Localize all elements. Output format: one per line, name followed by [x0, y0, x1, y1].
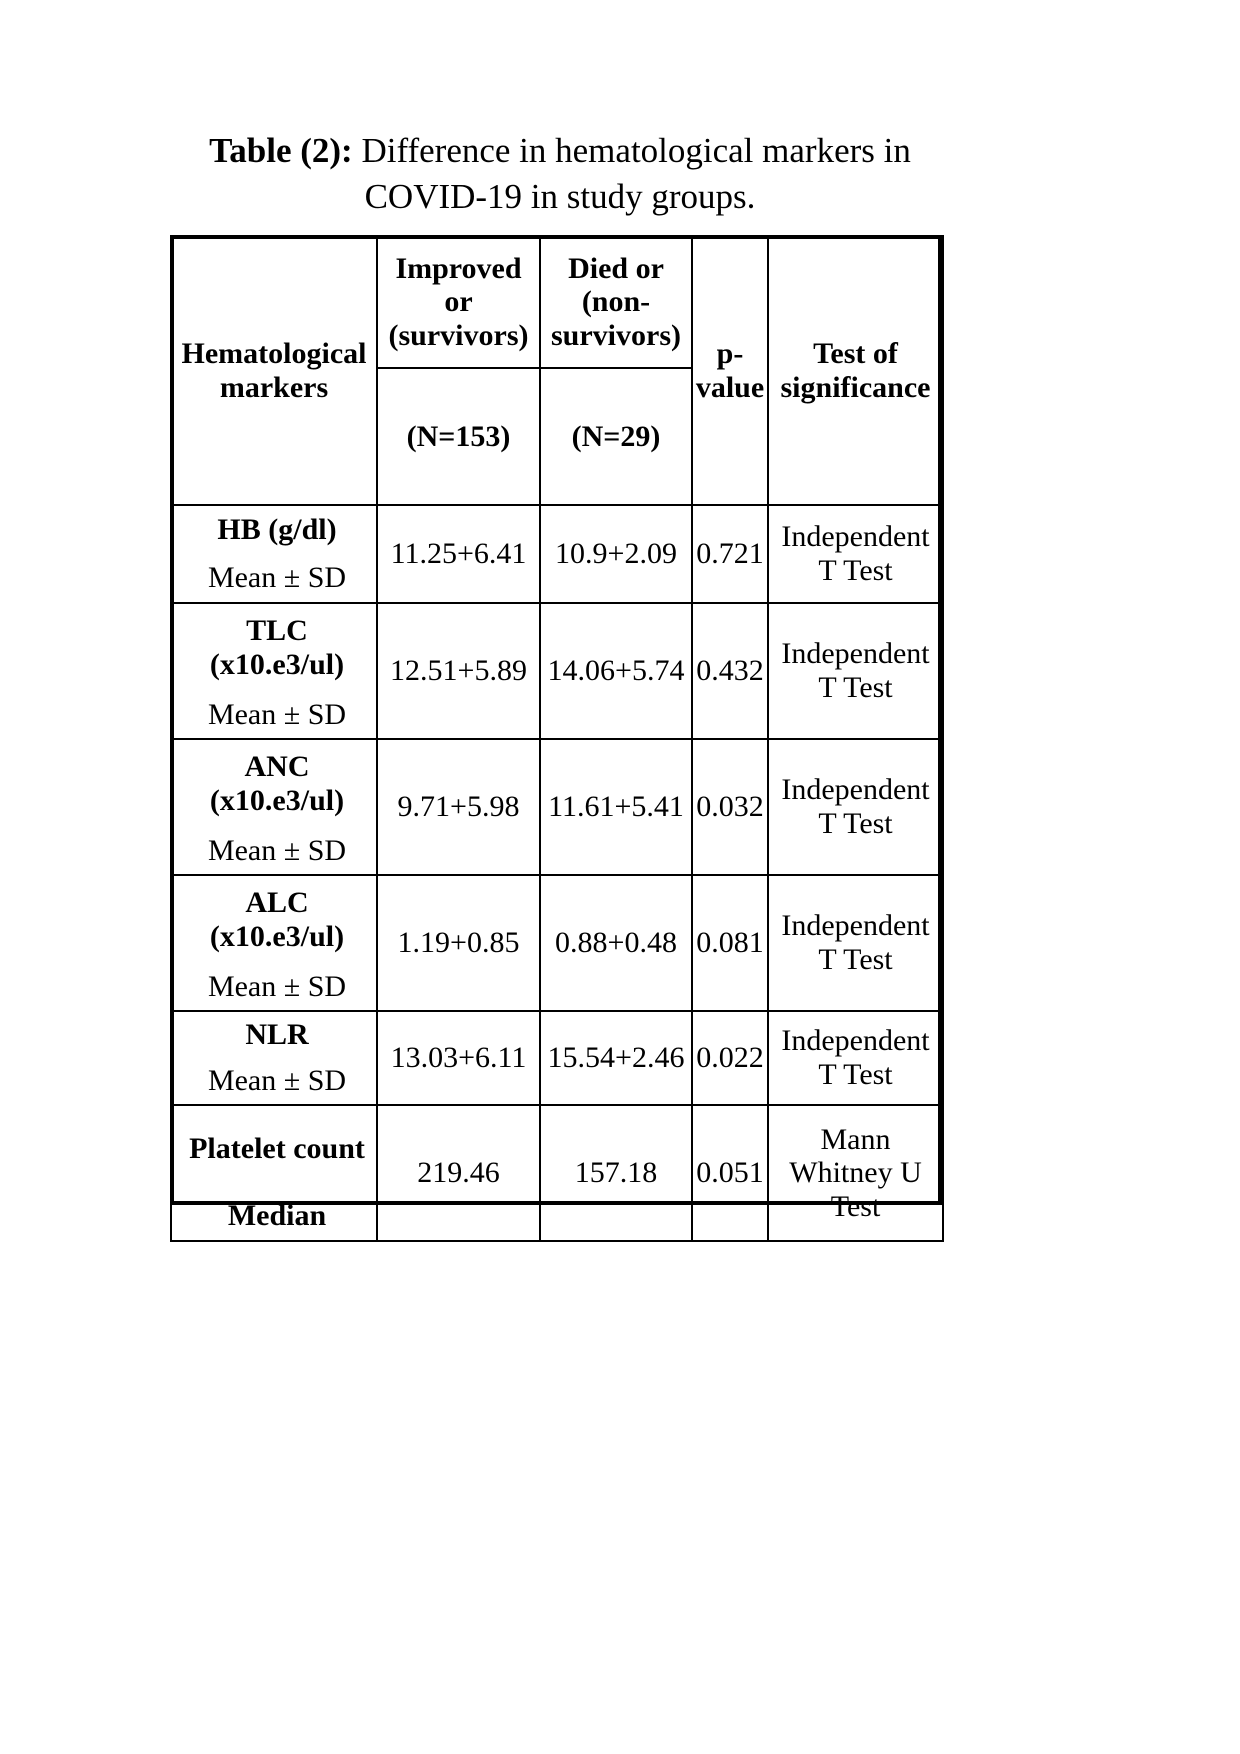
- row-test-nlr: Independent T Test: [768, 1011, 943, 1105]
- table-row: [171, 505, 943, 554]
- caption-text: Difference in hematological markers in COVID-19 in study groups.: [352, 131, 911, 217]
- row-pvalue-tlc: 0.432: [692, 603, 768, 739]
- row-test-hb: Independent T Test: [768, 505, 943, 603]
- row-test-anc: Independent T Test: [768, 739, 943, 875]
- hematological-markers-table: [170, 235, 944, 1242]
- row-marker-sub-hb: Mean ± SD: [171, 554, 377, 603]
- header-nonsurvivors: Died or (non-survivors): [540, 236, 692, 368]
- row-marker-hb: HB (g/dl): [171, 505, 377, 554]
- header-survivors: Improved or (survivors): [377, 236, 540, 368]
- row-marker-sub-tlc: Mean ± SD: [171, 692, 377, 739]
- header-nonsurvivors-n: (N=29): [540, 368, 692, 505]
- row-test-tlc: Independent T Test: [768, 603, 943, 739]
- row-survivors-anc: 9.71+5.98: [377, 739, 540, 875]
- row-pvalue-platelet: 0.051: [692, 1105, 768, 1241]
- header-markers: Hematological markers: [171, 236, 377, 505]
- row-marker-sub-nlr: Mean ± SD: [171, 1058, 377, 1105]
- row-test-platelet: Mann Whitney U Test: [768, 1105, 943, 1241]
- row-survivors-tlc: 12.51+5.89: [377, 603, 540, 739]
- row-pvalue-alc: 0.081: [692, 875, 768, 1011]
- row-survivors-hb: 11.25+6.41: [377, 505, 540, 603]
- table-row: [171, 739, 943, 828]
- row-nonsurvivors-platelet: 157.18: [540, 1105, 692, 1241]
- row-pvalue-nlr: 0.022: [692, 1011, 768, 1105]
- row-marker-sub-platelet: Median: [171, 1192, 377, 1241]
- row-survivors-platelet: 219.46: [377, 1105, 540, 1241]
- header-pvalue: p-value: [692, 236, 768, 505]
- table-row: [171, 875, 943, 964]
- header-survivors-n: (N=153): [377, 368, 540, 505]
- table-caption: [170, 128, 950, 220]
- caption-label: Table (2):: [209, 131, 353, 170]
- row-nonsurvivors-alc: 0.88+0.48: [540, 875, 692, 1011]
- row-nonsurvivors-anc: 11.61+5.41: [540, 739, 692, 875]
- row-marker-alc: ALC (x10.e3/ul): [171, 875, 377, 964]
- row-pvalue-anc: 0.032: [692, 739, 768, 875]
- table-header-row-1: [171, 236, 943, 368]
- row-marker-sub-alc: Mean ± SD: [171, 964, 377, 1011]
- row-marker-platelet: Platelet count: [171, 1105, 377, 1192]
- row-marker-nlr: NLR: [171, 1011, 377, 1058]
- row-survivors-nlr: 13.03+6.11: [377, 1011, 540, 1105]
- row-survivors-alc: 1.19+0.85: [377, 875, 540, 1011]
- table-row: [171, 1105, 943, 1192]
- header-test: Test of significance: [768, 236, 943, 505]
- row-marker-sub-anc: Mean ± SD: [171, 828, 377, 875]
- row-nonsurvivors-nlr: 15.54+2.46: [540, 1011, 692, 1105]
- row-marker-anc: ANC (x10.e3/ul): [171, 739, 377, 828]
- table-row: [171, 603, 943, 692]
- row-nonsurvivors-tlc: 14.06+5.74: [540, 603, 692, 739]
- row-nonsurvivors-hb: 10.9+2.09: [540, 505, 692, 603]
- row-test-alc: Independent T Test: [768, 875, 943, 1011]
- row-pvalue-hb: 0.721: [692, 505, 768, 603]
- table-row: [171, 1011, 943, 1058]
- row-marker-tlc: TLC (x10.e3/ul): [171, 603, 377, 692]
